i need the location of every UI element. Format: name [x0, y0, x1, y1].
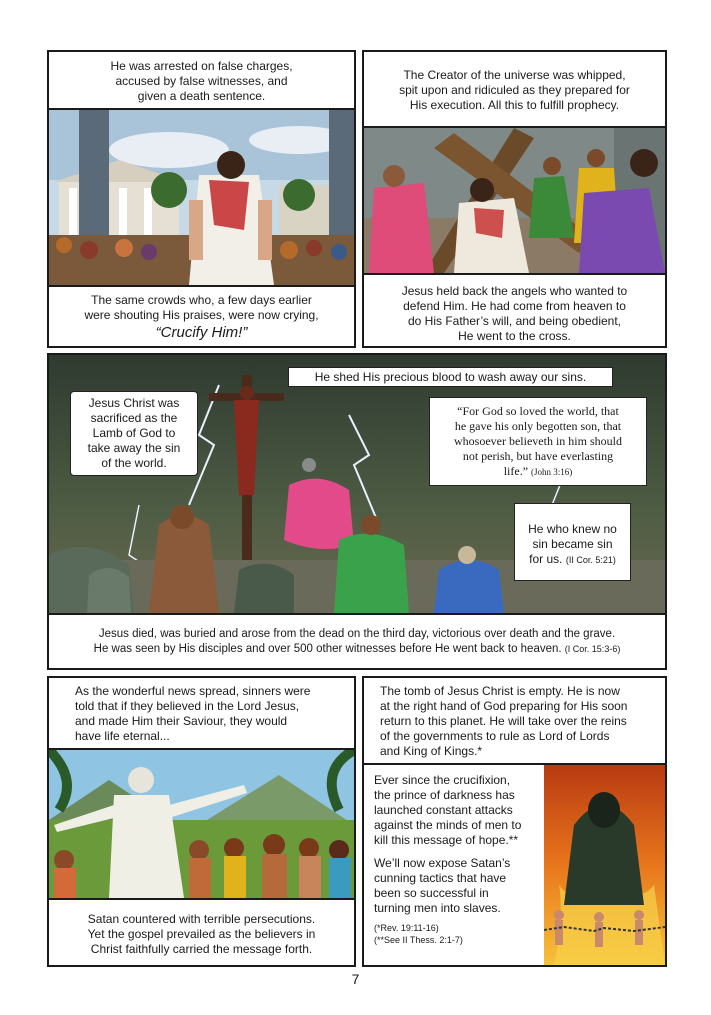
panel-gospel-spread: [47, 676, 356, 967]
footnote: (*Rev. 19:11-16): [374, 923, 439, 933]
verse-line-end: life.”: [503, 464, 529, 478]
caption-line: [49, 642, 665, 657]
side-line: Ever since the crucifixion,: [374, 773, 511, 787]
caption-line: Jesus died, was buried and arose from the dead on the third day, victorious over death and the grave.: [98, 628, 616, 640]
crucify-quote: “Crucify Him!”: [155, 324, 248, 341]
side-line: kill this message of hope.**: [374, 833, 519, 847]
caption-line: He went to the cross.: [458, 329, 571, 343]
verse-line: “For God so loved the world, that: [457, 404, 619, 418]
verse-line: whosoever believeth in him should: [454, 434, 622, 448]
box-line-end: for us.: [529, 552, 563, 566]
verse-line: he gave his only begotten son, that: [454, 419, 622, 433]
caption-line: The same crowds who, a few days earlier: [91, 293, 312, 307]
caption-line: spit upon and ridiculed as they prepared for: [399, 83, 630, 97]
box-line: Lamb of God to: [92, 426, 176, 440]
side-line: the prince of darkness has: [374, 788, 515, 802]
box-line: Jesus Christ was: [88, 396, 180, 410]
caption-line: As the wonderful news spread, sinners were: [75, 684, 311, 698]
panel-whipped-caption-top: [364, 52, 665, 128]
caption-line: He was arrested on false charges,: [110, 59, 293, 73]
verse-line: not perish, but have everlasting: [462, 449, 614, 463]
panel-tomb-side-text: [364, 765, 540, 965]
caption-line: Jesus held back the angels who wanted to: [401, 284, 628, 298]
panel-tomb-caption-top: [364, 678, 665, 765]
side-line: cunning tactics that have: [374, 871, 507, 885]
jesus-carrying-cross-illustration: [364, 128, 665, 273]
page-number: 7: [351, 971, 360, 987]
caption-line: at the right hand of God preparing for His soon: [380, 699, 628, 713]
box-john-3-16: [429, 397, 647, 486]
panel-crucifixion: [47, 353, 667, 670]
preacher-tropical-crowd-illustration: [49, 750, 354, 898]
side-line: against the minds of men to: [374, 818, 522, 832]
box-line: He who knew no: [528, 522, 617, 536]
box-knew-no-sin: [514, 503, 631, 581]
side-line: been so successful in: [374, 886, 489, 900]
panel-gospel-caption-top: [49, 678, 354, 750]
caption-line-end: He was seen by His disciples and over 500 other witnesses before He went back to heaven.: [93, 643, 562, 655]
caption-line: and King of Kings.*: [380, 744, 483, 758]
side-line: launched constant attacks: [374, 803, 513, 817]
caption-line: have life eternal...: [75, 729, 170, 743]
banner-precious-blood: [288, 367, 613, 387]
caption-line: do His Father’s will, and being obedient,: [407, 314, 622, 328]
verse-line: [430, 464, 646, 480]
side-line: turning men into slaves.: [374, 901, 501, 915]
caption-line: accused by false witnesses, and: [115, 74, 288, 88]
caption-line: Christ faithfully carried the message forth.: [90, 942, 313, 956]
caption-line: The Creator of the universe was whipped,: [403, 68, 626, 82]
verse-reference: (I Cor. 15:3-6): [564, 644, 621, 654]
caption-line: Yet the gospel prevailed as the believers in: [87, 927, 316, 941]
caption-line: and made Him their Saviour, they would: [75, 714, 288, 728]
caption-line: of the governments to rule as Lord of Lords: [380, 729, 610, 743]
caption-line: return to this planet. He will take over the reins: [380, 714, 627, 728]
verse-reference: (John 3:16): [531, 467, 573, 477]
box-line: sin became sin: [532, 537, 613, 551]
box-lamb-of-god: [70, 391, 198, 476]
panel-arrest: [47, 50, 356, 348]
banner-text: He shed His precious blood to wash away our sins.: [314, 370, 587, 384]
caption-line: given a death sentence.: [137, 89, 266, 103]
panel-empty-tomb: [362, 676, 667, 967]
caption-line: His execution. All this to fulfill prophecy.: [409, 98, 620, 112]
verse-reference: (II Cor. 5:21): [565, 555, 616, 565]
caption-line: were shouting His praises, were now crying,: [84, 308, 319, 322]
box-line: take away the sin: [87, 441, 181, 455]
panel-arrest-caption-bottom: [49, 285, 354, 346]
caption-line: Satan countered with terrible persecutions.: [87, 912, 316, 926]
footnote: (**See II Thess. 2:1-7): [374, 935, 463, 945]
caption-line: defend Him. He had come from heaven to: [403, 299, 626, 313]
panel-whipped: [362, 50, 667, 348]
box-line: of the world.: [101, 456, 167, 470]
caption-line: told that if they believed in the Lord Jesus,: [75, 699, 300, 713]
box-line: [515, 552, 630, 568]
panel-gospel-caption-bottom: [49, 898, 354, 965]
jesus-before-crowd-illustration: [49, 110, 354, 285]
caption-line: The tomb of Jesus Christ is empty. He is now: [380, 684, 620, 698]
satan-fire-chained-slaves-illustration: [544, 765, 665, 965]
panel-arrest-caption-top: [49, 52, 354, 110]
panel-whipped-caption-bottom: [364, 273, 665, 346]
side-line: We’ll now expose Satan’s: [374, 856, 511, 870]
box-line: sacrificed as the: [90, 411, 178, 425]
panel-crucifixion-caption-bottom: [49, 613, 665, 668]
